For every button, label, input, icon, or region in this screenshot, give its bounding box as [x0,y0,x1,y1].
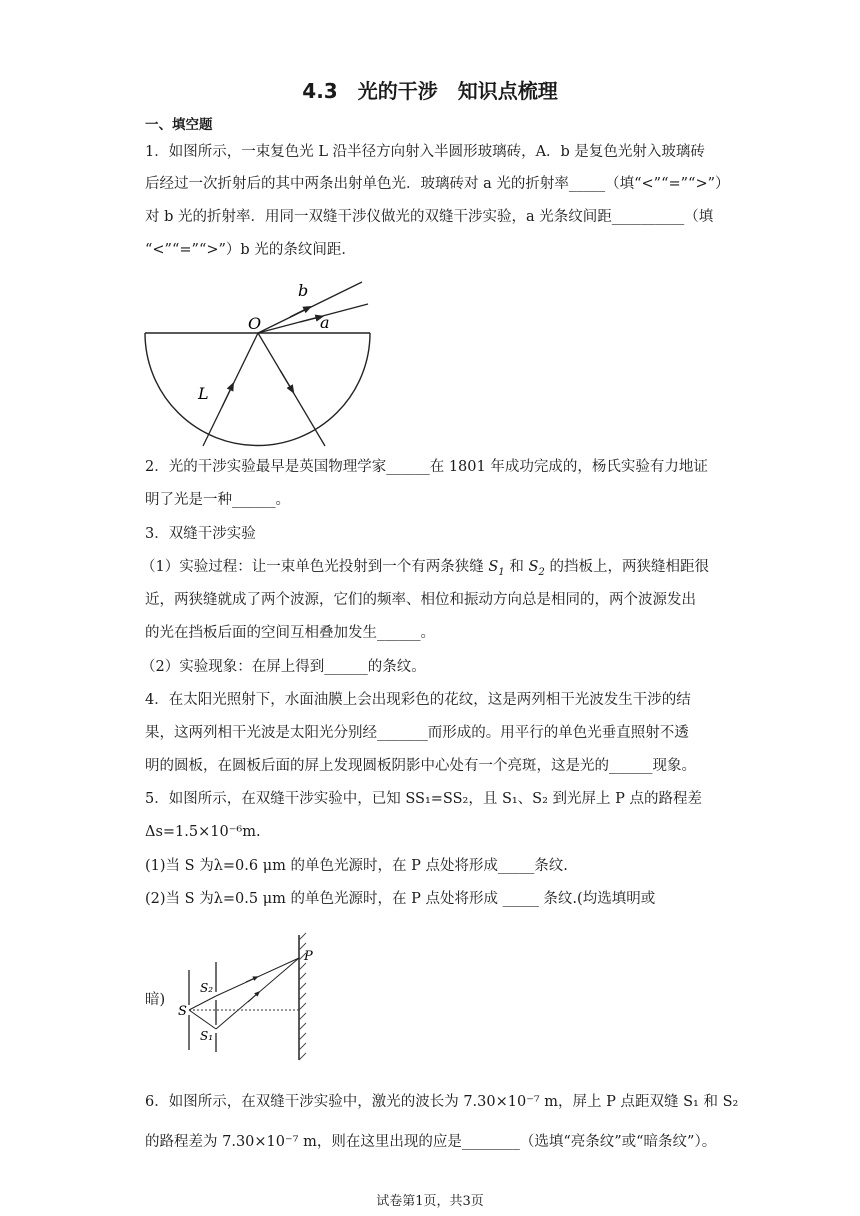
semicircle-glass-figure [140,268,380,458]
q3-part1-line-3: 的光在挡板后面的空间互相叠加发生______。 [145,625,435,641]
label-o: O [248,314,262,333]
page-footer: 试卷第1页，共3页 [376,1194,484,1209]
q1-line-2: 后经过一次折射后的其中两条出射单色光．玻璃砖对 a 光的折射率_____（填“<”“=”“>”） [145,176,730,192]
q1-line-1: 1．如图所示，一束复色光 L 沿半径方向射入半圆形玻璃砖，A．b 是复色光射入玻璃砖 [145,144,705,160]
q1-line-3: 对 b 光的折射率．用同一双缝干涉仪做光的双缝干涉实验，a 光条纹间距__________（填 [145,209,714,225]
q6-line-2: 的路程差为 7.30×10⁻⁷ m，则在这里出现的应是________（选填“亮条纹”或“暗条纹”）。 [145,1134,717,1150]
q4-line-1: 4．在太阳光照射下，水面油膜上会出现彩色的花纹，这是两列相干光波发生干涉的结 [145,692,691,708]
q3-part1-line-1: （1）实验过程：让一束单色光投射到一个有两条狭缝 $S_1$ 和 $S_2$ 的挡板上，两狭缝相距很 [141,559,709,578]
q5-line-1: 5．如图所示，在双缝干涉实验中，已知 SS₁=SS₂，且 S₁、S₂ 到光屏上 P 点的路程差 [145,791,703,807]
q5-line-4: (2)当 S 为λ=0.5 μm 的单色光源时，在 P 点处将形成 _____ 条纹.(均选填明或 [145,891,656,907]
q4-line-3: 明的圆板，在圆板后面的屏上发现圆板阴影中心处有一个亮斑，这是光的______现象。 [145,758,696,774]
q5-line-2: Δs=1.5×10⁻⁶m. [145,824,261,840]
label-l: L [198,384,209,403]
q3-heading: 3．双缝干涉实验 [145,526,256,542]
label-s2: S₂ [200,981,214,995]
double-slit-figure [176,930,326,1065]
section-heading: 一、填空题 [145,117,213,133]
q6-line-1: 6．如图所示，在双缝干涉实验中，激光的波长为 7.30×10⁻⁷ m，屏上 P 点距双缝 S₁ 和 S₂ [145,1094,739,1110]
q1-line-4: “<”“=”“>”）b 光的条纹间距． [145,242,356,258]
label-p: P [304,949,313,964]
label-s: S [178,1004,187,1019]
q5-line-5: 暗) [145,992,166,1008]
label-a: a [320,313,330,332]
label-s1: S₁ [200,1029,214,1043]
q2-line-2: 明了光是一种______。 [145,492,290,508]
q2-line-1: 2．光的干涉实验最早是英国物理学家______在 1801 年成功完成的，杨氏实验有力地证 [145,459,708,475]
q5-line-3: (1)当 S 为λ=0.6 μm 的单色光源时，在 P 点处将形成_____条纹. [145,858,568,874]
q3-part2: （2）实验现象：在屏上得到______的条纹。 [141,659,426,675]
page-title: 4.3 光的干涉 知识点梳理 [302,79,558,103]
label-b: b [298,281,309,300]
q3-part1-line-2: 近，两狭缝就成了两个波源，它们的频率、相位和振动方向总是相同的，两个波源发出 [145,592,696,608]
q4-line-2: 果，这两列相干光波是太阳光分别经_______而形成的。用平行的单色光垂直照射不透 [145,725,689,741]
